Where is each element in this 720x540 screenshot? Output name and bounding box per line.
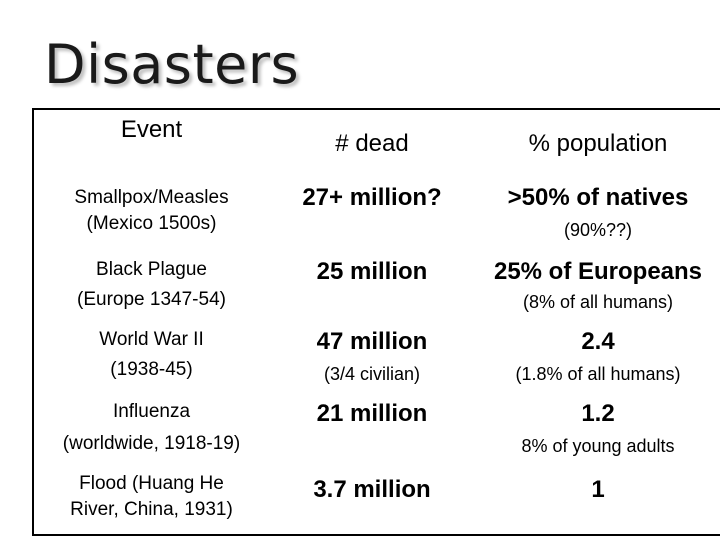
event-cell [33, 394, 269, 466]
population-cell [475, 394, 720, 466]
table-row [33, 322, 720, 394]
dead-value: 47 million [316, 328, 428, 355]
population-note: (8% of all humans) [522, 292, 674, 312]
event-cell [33, 466, 269, 535]
event-cell [33, 322, 269, 394]
dead-value: 3.7 million [313, 476, 431, 503]
event-name: Flood (Huang He [79, 473, 224, 494]
table-row [33, 178, 720, 250]
column-header-population: % population [528, 130, 668, 157]
table-header-row [33, 109, 720, 178]
event-detail: River, China, 1931) [70, 499, 233, 520]
page-title: Disasters [44, 33, 300, 96]
population-cell [475, 178, 720, 250]
event-detail: (1938-45) [110, 359, 193, 380]
event-detail: (Mexico 1500s) [86, 213, 217, 234]
population-cell [475, 466, 720, 535]
dead-value: 27+ million? [302, 184, 442, 211]
population-note: (90%??) [563, 220, 633, 240]
table-row [33, 394, 720, 466]
table-row [33, 466, 720, 535]
population-cell [475, 322, 720, 394]
population-value: 25% of Europeans [493, 258, 703, 285]
event-name: Smallpox/Measles [74, 187, 229, 208]
event-name: World War II [99, 329, 204, 350]
event-name: Black Plague [96, 259, 207, 280]
dead-value: 25 million [316, 258, 428, 285]
dead-cell [269, 466, 475, 535]
event-detail: (worldwide, 1918-19) [62, 433, 241, 454]
column-header-dead: # dead [335, 130, 409, 157]
population-cell [475, 250, 720, 322]
population-value: 2.4 [581, 328, 615, 355]
dead-cell [269, 178, 475, 250]
population-note: 8% of young adults [521, 436, 675, 456]
disasters-table [32, 108, 720, 536]
dead-note: (3/4 civilian) [323, 364, 421, 384]
population-note: (1.8% of all humans) [515, 364, 681, 384]
dead-cell [269, 394, 475, 466]
event-cell [33, 250, 269, 322]
dead-value: 21 million [316, 400, 428, 427]
event-name: Influenza [112, 401, 191, 422]
population-value: >50% of natives [507, 184, 689, 211]
population-value: 1.2 [581, 400, 615, 427]
event-cell [33, 178, 269, 250]
dead-cell [269, 322, 475, 394]
column-header-event: Event [120, 116, 183, 143]
table-row [33, 250, 720, 322]
event-detail: (Europe 1347-54) [77, 289, 226, 310]
population-value: 1 [591, 476, 605, 503]
dead-cell [269, 250, 475, 322]
